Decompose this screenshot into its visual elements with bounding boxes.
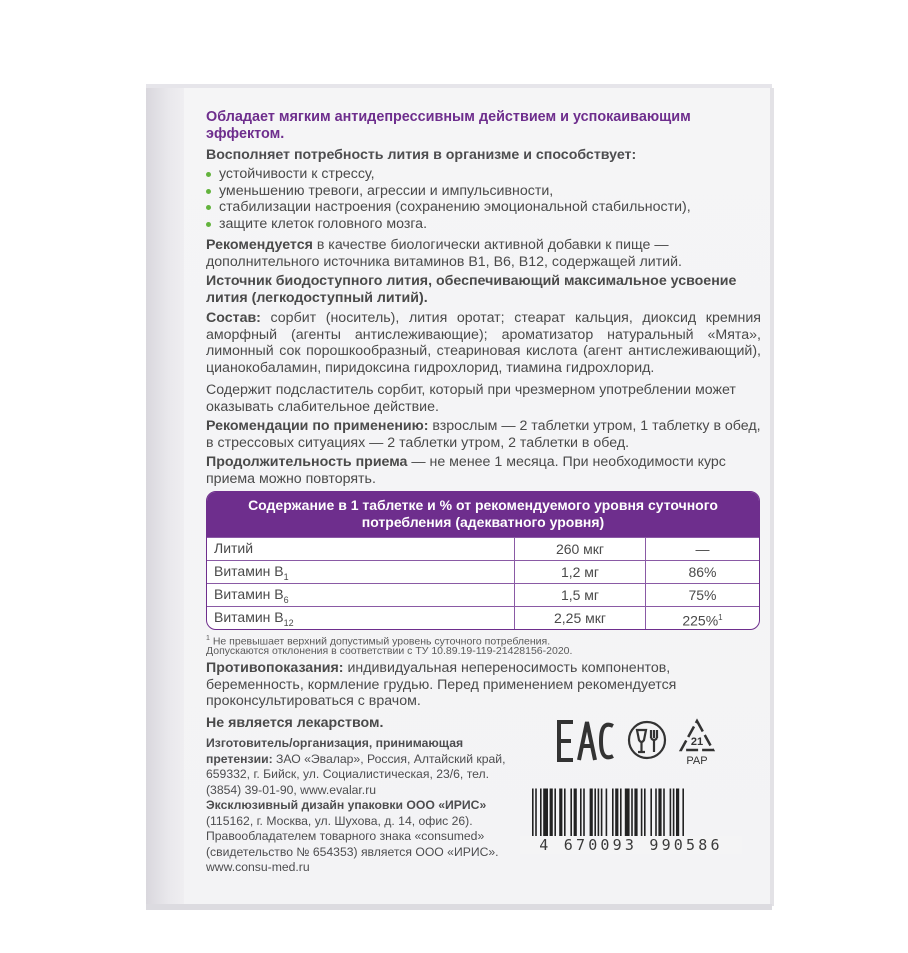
table-row: Витамин $В_{12}$ 2,25 мкг 225%$^1$ (207, 606, 759, 629)
duration-paragraph: Продолжительность приема — не менее 1 месяца. При необходимости курс приема можно повторять. (206, 454, 726, 487)
footnote-2: Допускаются отклонения в соответствии с ТУ 10.89.19-119-21428156-2020. (206, 645, 573, 657)
table-row: Литий 260 мкг — (207, 537, 759, 560)
certification-icons (557, 716, 747, 764)
table-row: Витамин $В_1$ 1,2 мг 86% (207, 560, 759, 583)
footnote-1: $^1$ Не превышает верхний допустимый уровень суточного потребления. (206, 635, 551, 648)
lithium-source: Источник биодоступного лития, обеспечивающий максимальное усвоение лития (легкодоступный литий). (206, 273, 737, 306)
recommendation-paragraph: Рекомендуется в качестве биологически активной добавки к пище — дополнительного источника витаминов В1, В6, В12, содержащей литий. (206, 237, 682, 270)
design-info: Эксклюзивный дизайн упаковки ООО «ИРИС» (115162, г. Москва, ул. Шухова, д. 14, офис 26). Правообладателем товарного знака «consumed» (свидетельство № 654353) является ООО «ИРИС». www.consu-med.ru (206, 798, 499, 874)
nutrition-table (206, 491, 760, 630)
bullet-icon (206, 189, 211, 194)
box-right-edge (770, 88, 774, 906)
recycle-icon (681, 721, 713, 766)
barcode-number: 4 670093 990586 (520, 836, 742, 854)
composition-paragraph: Состав: сорбит (носитель), лития оротат; стеарат кальция, диоксид кремния аморфный (агенты антислеживающие); ароматизатор натуральный «Мята», лимонный сок порошкообразный, стеариновая кислота (агент антислеживающий), цианокобаламин, пиридоксина гидрохлорид, тиамина гидрохлорид. (206, 310, 761, 376)
box-bottom-edge (146, 904, 772, 910)
bullet-icon (206, 222, 211, 227)
sweetener-note: Содержит подсластитель сорбит, который при чрезмерном употреблении может оказывать слабительное действие. (206, 382, 736, 415)
bullet-icon (206, 172, 211, 177)
box-left-side (146, 88, 185, 906)
table-header: Содержание в 1 таблетке и % от рекомендуемого уровня суточного потребления (адекватного уровня) (207, 492, 759, 537)
glass-fork-icon (629, 722, 665, 758)
list-item: уменьшению тревоги, агрессии и импульсивности, (206, 183, 766, 200)
list-item: устойчивости к стрессу, (206, 166, 766, 183)
list-item: защите клеток головного мозга. (206, 216, 766, 233)
bullet-icon (206, 205, 211, 210)
manufacturer-info: Изготовитель/организация, принимающая претензии: ЗАО «Эвалар», Россия, Алтайский край, 659332, г. Бийск, ул. Социалистическая, 23/6, тел. (3854) 39-01-90, www.evalar.ru (206, 736, 506, 797)
not-a-drug: Не является лекарством. (206, 715, 384, 731)
svg-text:21: 21 (690, 736, 704, 748)
svg-text:PAP: PAP (686, 755, 708, 766)
list-item: стабилизации настроения (сохранению эмоциональной стабильности), (206, 199, 766, 216)
usage-paragraph: Рекомендации по применению: взрослым — 2 таблетки утром, 1 таблетку в обед, в стрессовых ситуациях — 2 таблетки утром, 2 таблетки в обед. (206, 418, 761, 451)
contraindications: Противопоказания: индивидуальная непереносимость компонентов, беременность, кормление грудью. Перед применением рекомендуется проконсультироваться с врачом. (206, 660, 677, 710)
eac-icon (559, 722, 613, 760)
benefits-list (206, 166, 766, 232)
table-row: Витамин $В_6$ 1,5 мг 75% (207, 583, 759, 606)
intro-needs: Восполняет потребность лития в организме и способствует: (206, 147, 637, 163)
intro-claim: Обладает мягким антидепрессивным действием и успокаивающим эффектом. (206, 109, 691, 142)
